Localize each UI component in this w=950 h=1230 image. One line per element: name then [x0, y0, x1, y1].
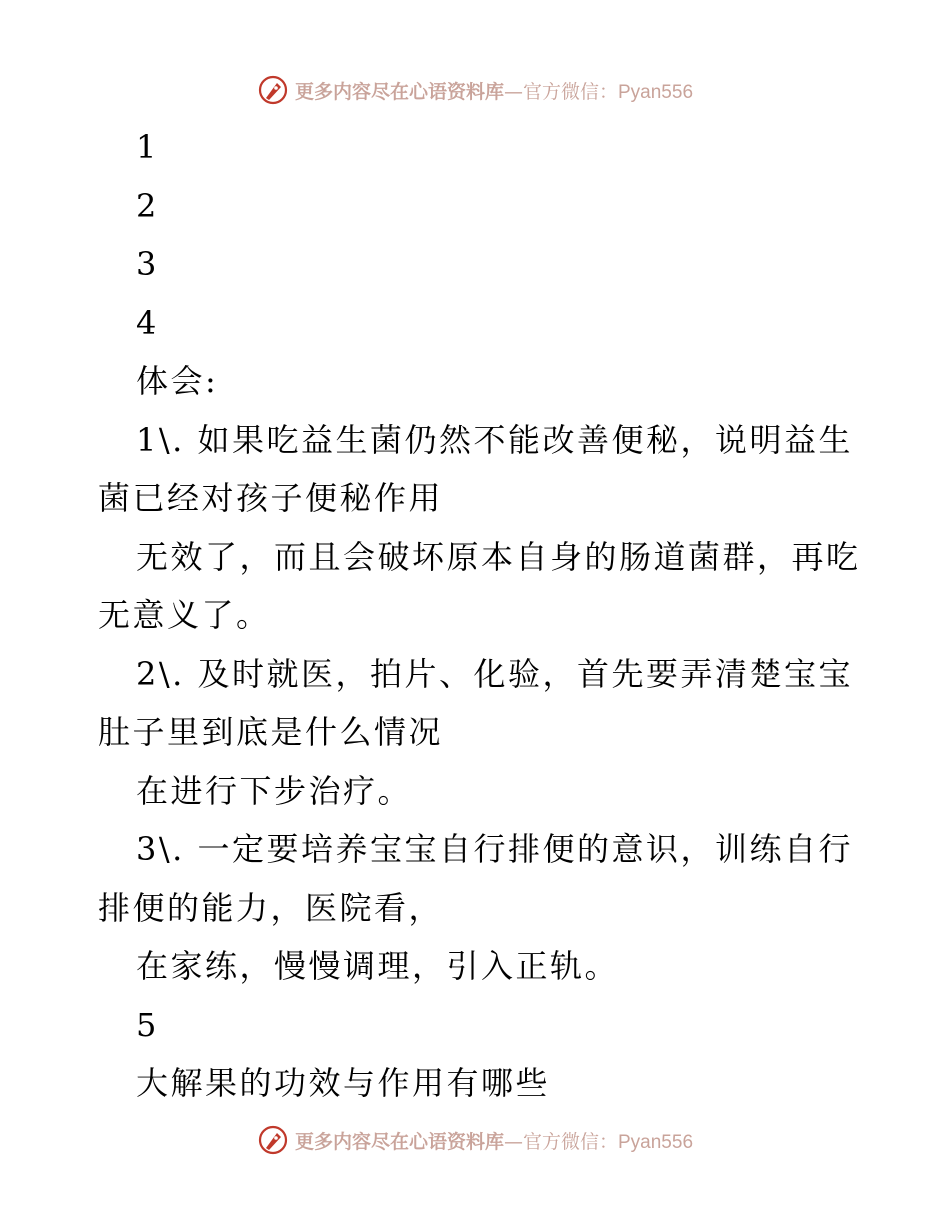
text-line: 2: [136, 186, 159, 225]
pen-nib-logo-icon: [257, 74, 289, 106]
text-line: 体会:: [136, 362, 219, 400]
header-watermark-text: 更多内容尽在心语资料库—官方微信：Pyan556: [294, 80, 694, 103]
text-line: 4: [136, 303, 159, 342]
text-line: 菌已经对孩子便秘作用: [98, 479, 444, 517]
text-line: 2\. 及时就医，拍片、化验，首先要弄清楚宝宝: [136, 654, 853, 693]
footer-watermark: [0, 1120, 950, 1160]
pen-nib-logo-icon: [257, 1124, 289, 1156]
text-line: 大解果的功效与作用有哪些: [136, 1064, 551, 1102]
text-line: 3\. 一定要培养宝宝自行排便的意识，训练自行: [136, 830, 853, 868]
footer-watermark-text: 更多内容尽在心语资料库—官方微信：Pyan556: [294, 1130, 694, 1153]
text-line: 1: [136, 128, 159, 166]
header-watermark: [0, 70, 950, 110]
text-line: 肚子里到底是什么情况: [98, 713, 444, 751]
text-line: 在进行下步治疗。: [136, 771, 413, 810]
text-line: 1\. 如果吃益生菌仍然不能改善便秘，说明益生: [136, 420, 853, 459]
text-line: 无意义了。: [98, 596, 271, 634]
text-line: 5: [136, 1005, 159, 1044]
text-line: 无效了，而且会破坏原本自身的肠道菌群，再吃: [136, 537, 861, 576]
text-line: 在家练，慢慢调理，引入正轨。: [136, 947, 620, 985]
text-line: 3: [136, 245, 159, 283]
text-line: 排便的能力，医院看，: [98, 888, 444, 927]
document-body: [98, 118, 861, 1113]
